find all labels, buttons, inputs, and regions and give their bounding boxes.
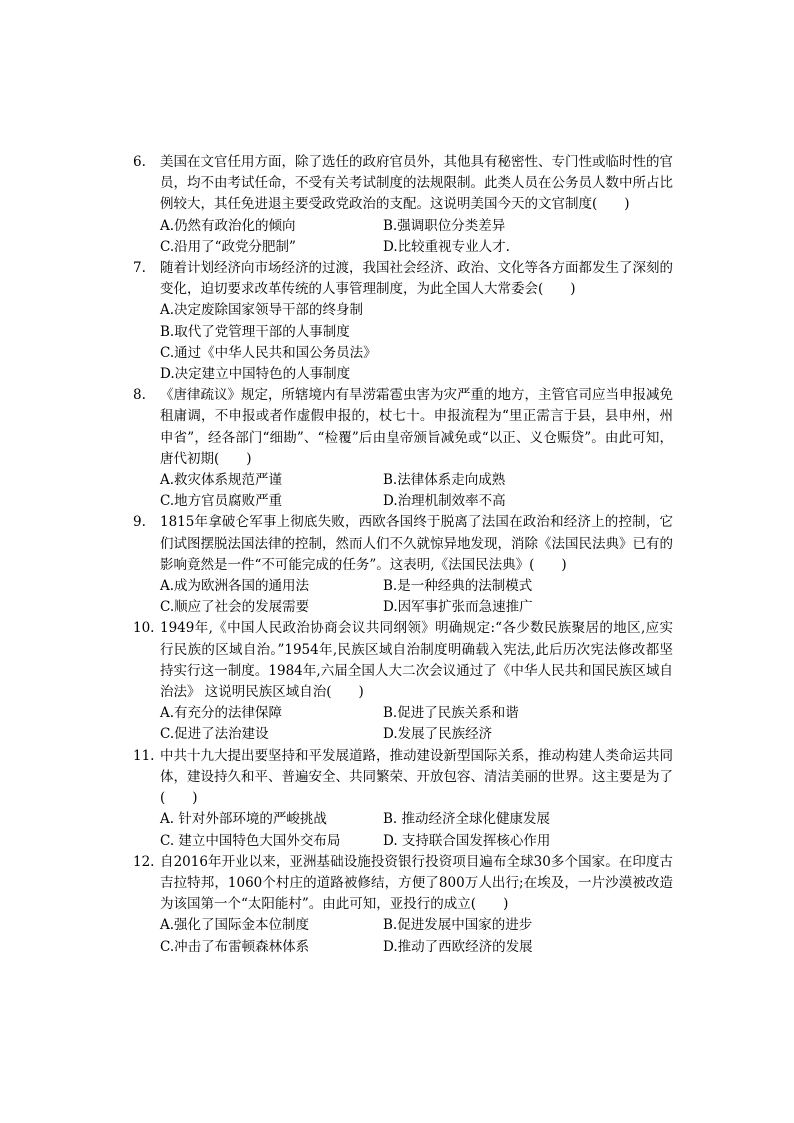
question-number: 9. [133,514,146,531]
option-d: D.决定建立中国特色的人事制度 [160,366,351,383]
option-d: D.推动了西欧经济的发展 [383,938,533,955]
option-b: B. 推动经济全球化健康发展 [383,811,551,828]
option-c: C. 建立中国特色大国外交布局 [160,832,341,849]
option-c: C.冲击了布雷顿森林体系 [160,938,310,955]
option-a: A.有充分的法律保障 [160,705,283,722]
option-b: B.取代了党管理干部的人事制度 [160,323,350,340]
question-number: 7. [133,260,146,277]
option-a: A.仍然有政治化的倾向 [160,217,296,234]
option-d: D.治理机制效率不高 [383,493,506,510]
question-8 [133,385,673,512]
option-a: A.成为欧洲各国的通用法 [160,578,310,595]
options [160,915,673,957]
option-d: D.比较重视专业人才. [383,238,510,255]
option-a: A.强化了国际金本位制度 [160,917,310,934]
option-b: B.是一种经典的法制模式 [383,578,533,595]
question-number: 12. [133,853,155,870]
option-c: C.促进了法治建设 [160,726,269,743]
option-d: D. 支持联合国发挥核心作用 [383,832,551,849]
option-b: B.法律体系走向成熟 [383,472,506,489]
options [160,809,673,851]
question-stem: 1815年拿破仑军事上彻底失败，西欧各国终于脱离了法国在政治和经济上的控制，它们试图摆脱法国法律的控制，然而人们不久就惊异地发现，消除《法国民法典》已有的影响竟然是一件“不可能完成的任务”。这表明,《法国民法典》( ) [160,514,673,573]
question-11 [133,746,673,852]
options [160,576,673,618]
option-c: C.沿用了“政党分肥制” [160,238,296,255]
option-d: D.因军事扩张而急速推广 [383,599,533,616]
question-stem: 美国在文官任用方面，除了选任的政府官员外，其他具有秘密性、专门性或临时性的官员，均不由考试任命，不受有关考试制度的法规限制。此类人员在公务员人数中所占比例较大，其任免进退主要受政党政治的支配。这说明美国今天的文官制度( ) [160,154,673,213]
option-d: D.发展了民族经济 [383,726,493,743]
option-b: B.促进发展中国家的进步 [383,917,533,934]
option-b: B.促进了民族关系和谐 [383,705,519,722]
option-c: C.地方官员腐败严重 [160,493,283,510]
question-7 [133,258,673,385]
question-9 [133,512,673,618]
question-stem: 随着计划经济向市场经济的过渡，我国社会经济、政治、文化等各方面都发生了深刻的变化，迫切要求改革传统的人事管理制度，为此全国人大常委会( ) [160,260,673,298]
options [160,300,673,385]
question-stem: 《唐律疏议》规定，所辖境内有旱涝霜雹虫害为灾严重的地方，主管官司应当申报减免租庸调，不申报或者作虚假申报的，杖七十。申报流程为“里正需言于县，县申州，州申省”，经各部门“细勘”、“检覆”后由皇帝颁旨减免或“以正、义仓赈贷”。由此可知，唐代初期( ) [160,387,673,467]
option-a: A.救灾体系规范严谨 [160,472,283,489]
question-12 [133,852,673,958]
question-stem: 中共十九大提出要坚持和平发展道路，推动建设新型国际关系，推动构建人类命运共同体，建设持久和平、普遍安全、共同繁荣、开放包容、清洁美丽的世界。这主要是为了( ) [160,747,673,807]
question-number: 11. [133,747,155,764]
question-number: 10. [133,620,155,637]
question-stem: 1949年,《中国人民政治协商会议共同纲领》明确规定:“各少数民族聚居的地区,应实行民族的区域自治。”1954年,民族区域自治制度明确载入宪法,此后历次宪法修改都坚持实行这一制度。1984年,六届全国人大二次会议通过了《中华人民共和国民族区域自治法》 这说明民族区域自治( ) [160,620,673,701]
options [160,703,673,745]
options [160,216,673,258]
question-10 [133,618,673,745]
question-list [133,152,673,958]
option-b: B.强调职位分类差异 [383,217,506,234]
question-stem: 自2016年开业以来，亚洲基础设施投资银行投资项目遍布全球30多个国家。在印度古吉拉特邦，1060个村庄的道路被修结，方便了800万人出行;在埃及，一片沙漠被改造为该国第一个“太阳能村”。由此可知，亚投行的成立( ) [160,853,673,913]
question-number: 6. [133,154,146,170]
options [160,470,673,512]
option-a: A.决定废除国家领导干部的终身制 [160,302,364,319]
option-c: C.顺应了社会的发展需要 [160,599,310,616]
option-a: A. 针对外部环境的严峻挑战 [160,811,327,828]
question-number: 8. [133,387,146,404]
option-c: C.通过《中华人民共和国公务员法》 [160,344,377,361]
question-6 [133,152,673,258]
